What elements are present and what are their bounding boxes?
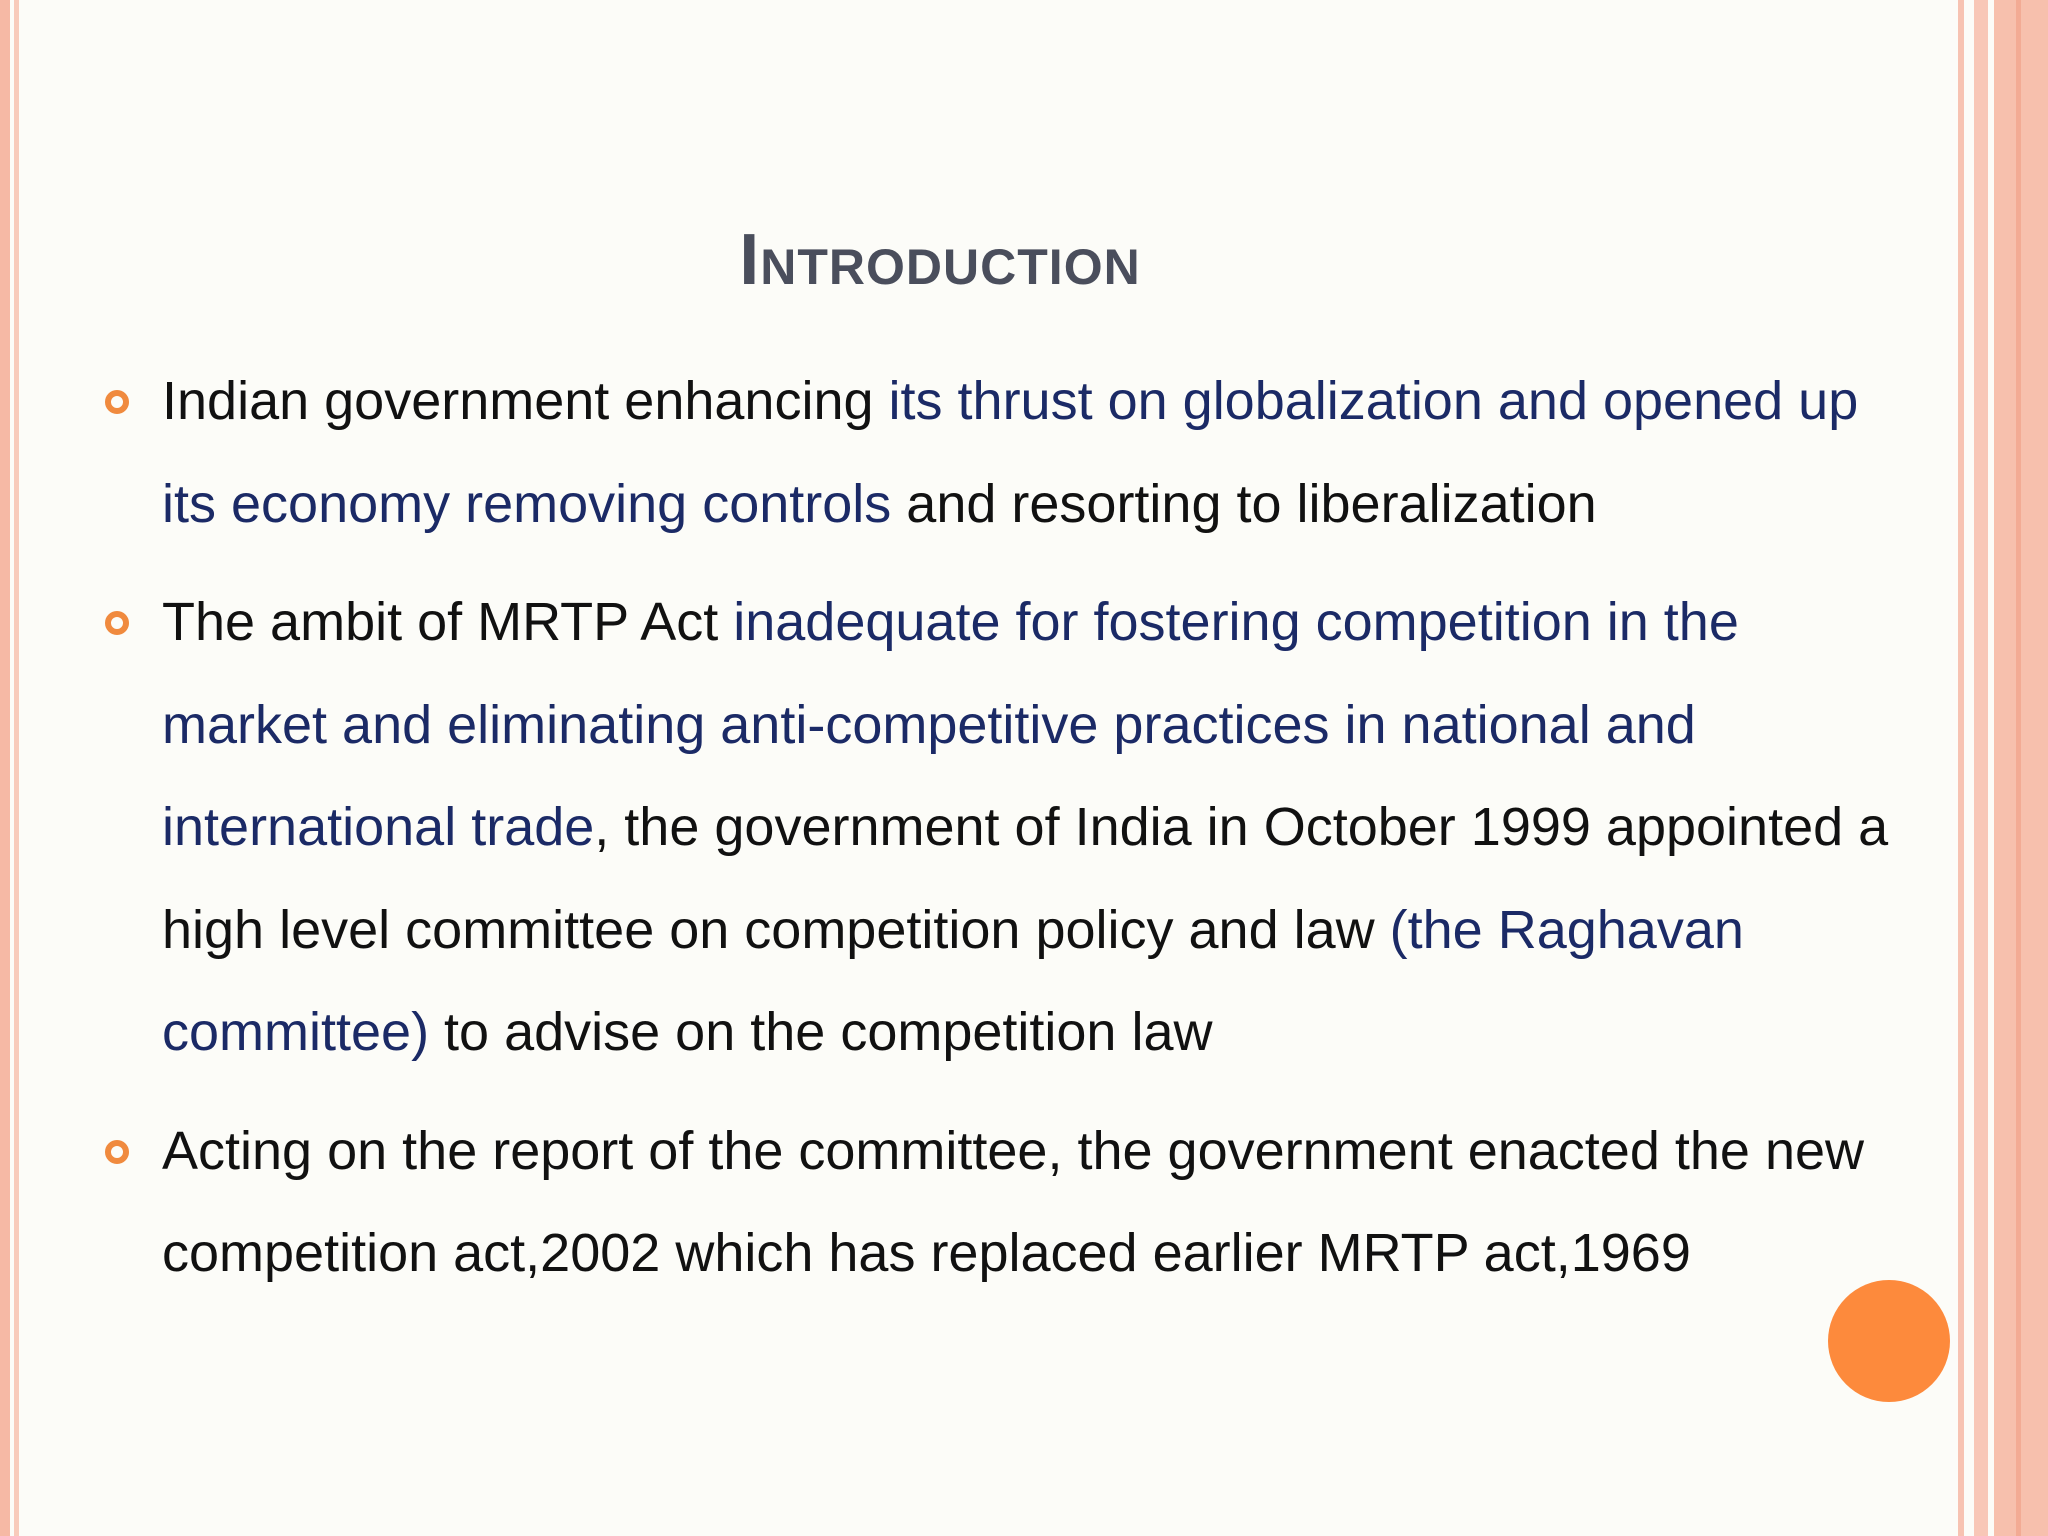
bullet-text: , the government of India in October 1999 appointed a high level committee on competition policy and law — [162, 797, 1889, 960]
orange-circle-decoration — [1828, 1280, 1950, 1402]
bullet-text: Indian government enhancing — [162, 371, 889, 431]
right-border-band — [1994, 0, 2048, 1536]
bullet-text: Acting on the report of the committee, the government enacted the new competition act,2002 which has replaced earlier MRTP act,1969 — [162, 1120, 1865, 1283]
bullet-text: and resorting to liberalization — [891, 473, 1597, 534]
circle-bullet-icon — [105, 611, 129, 635]
slide-title-text: Introduction — [739, 220, 1141, 300]
bullet-item — [162, 571, 1902, 1084]
highlighted-text: its thrust on globalization and opened up its economy removing controls — [162, 371, 1859, 534]
highlighted-text: inadequate for fostering competition in the market and eliminating anti-competitive practices in national and international trade — [162, 592, 1739, 857]
highlighted-text: (the Raghavan committee) — [162, 899, 1744, 1062]
right-border-stripe — [1974, 0, 1988, 1536]
circle-bullet-icon — [105, 1140, 129, 1164]
bullet-item — [162, 1100, 1902, 1305]
bullet-text: to advise on the competition law — [429, 1002, 1213, 1062]
bullet-text: The ambit of MRTP Act — [162, 592, 734, 652]
slide-title — [0, 210, 1880, 310]
right-border-stripe-thin — [1958, 0, 1964, 1536]
bullet-item — [162, 350, 1902, 555]
bullet-list — [162, 350, 1902, 1321]
circle-bullet-icon — [105, 390, 129, 414]
right-border-line — [2016, 0, 2021, 1536]
